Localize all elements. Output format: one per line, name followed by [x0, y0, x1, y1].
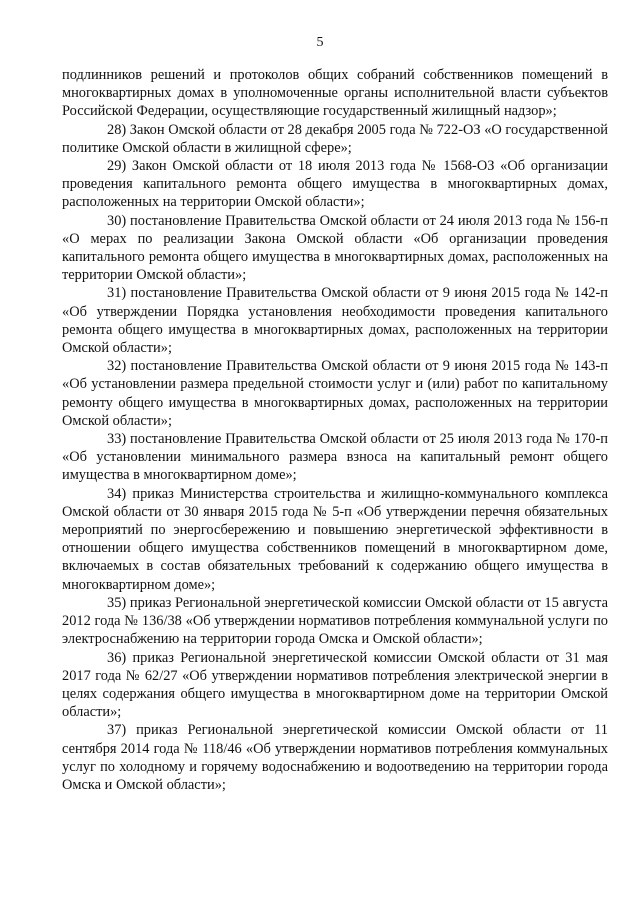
list-item-35: 35) приказ Региональной энергетической комиссии Омской области от 15 августа 2012 года № 136/38 «Об утверждении нормативов потребления коммунальной услуги по электроснабжению на территории города Омска и Омской области»; — [62, 594, 608, 648]
list-item-33: 33) постановление Правительства Омской области от 25 июля 2013 года № 170-п «Об установлении минимального размера взноса на капитальный ремонт общего имущества в многоквартирном доме»; — [62, 431, 608, 484]
document-body — [62, 66, 608, 794]
page-number: 5 — [316, 35, 324, 50]
list-item-36: 36) приказ Региональной энергетической комиссии Омской области от 31 мая 2017 года № 62/27 «Об утверждении нормативов потребления электрической энергии в целях содержания общего имущества в многоквартирном доме на территории Омской области»; — [62, 649, 608, 721]
list-item-37: 37) приказ Региональной энергетической комиссии Омской области от 11 сентября 2014 года № 118/46 «Об утверждении нормативов потребления коммунальных услуг по холодному и горячему водоснабжению и водоотведению на территории города Омска и Омской области»; — [62, 722, 608, 793]
list-item-28: 28) Закон Омской области от 28 декабря 2005 года № 722-ОЗ «О государственной политике Омской области в жилищной сфере»; — [62, 121, 608, 156]
paragraph-continuation: подлинников решений и протоколов общих собраний собственников помещений в многоквартирных домах в уполномоченные органы исполнительной власти субъектов Российской Федерации, осуществляющие государственный жилищный надзор»; — [62, 67, 608, 120]
list-item-32: 32) постановление Правительства Омской области от 9 июня 2015 года № 143-п «Об установлении размера предельной стоимости услуг и (или) работ по капитальному ремонту общего имущества в многоквартирных домах, расположенных на территории Омской области»; — [62, 358, 608, 429]
list-item-34: 34) приказ Министерства строительства и жилищно-коммунального комплекса Омской области от 30 января 2015 года № 5-п «Об утверждении перечня обязательных мероприятий по энергосбережению и повышению энергетической эффективности в отношении общего имущества собственников помещений в многоквартирном доме, включаемых в состав обязательных требований к содержанию общего имущества в многоквартирном доме»; — [62, 485, 608, 593]
list-item-29: 29) Закон Омской области от 18 июля 2013 года № 1568-ОЗ «Об организации проведения капитального ремонта общего имущества в многоквартирных домах, расположенных на территории Омской области»; — [62, 158, 608, 211]
list-item-31: 31) постановление Правительства Омской области от 9 июня 2015 года № 142-п «Об утверждении Порядка установления необходимости проведения капитального ремонта общего имущества в многоквартирных домах, расположенных на территории Омской области»; — [62, 285, 608, 357]
list-item-30: 30) постановление Правительства Омской области от 24 июля 2013 года № 156-п «О мерах по реализации Закона Омской области «Об организации проведения капитального ремонта общего имущества в многоквартирных домах, расположенных на территории Омской области»; — [62, 212, 608, 284]
